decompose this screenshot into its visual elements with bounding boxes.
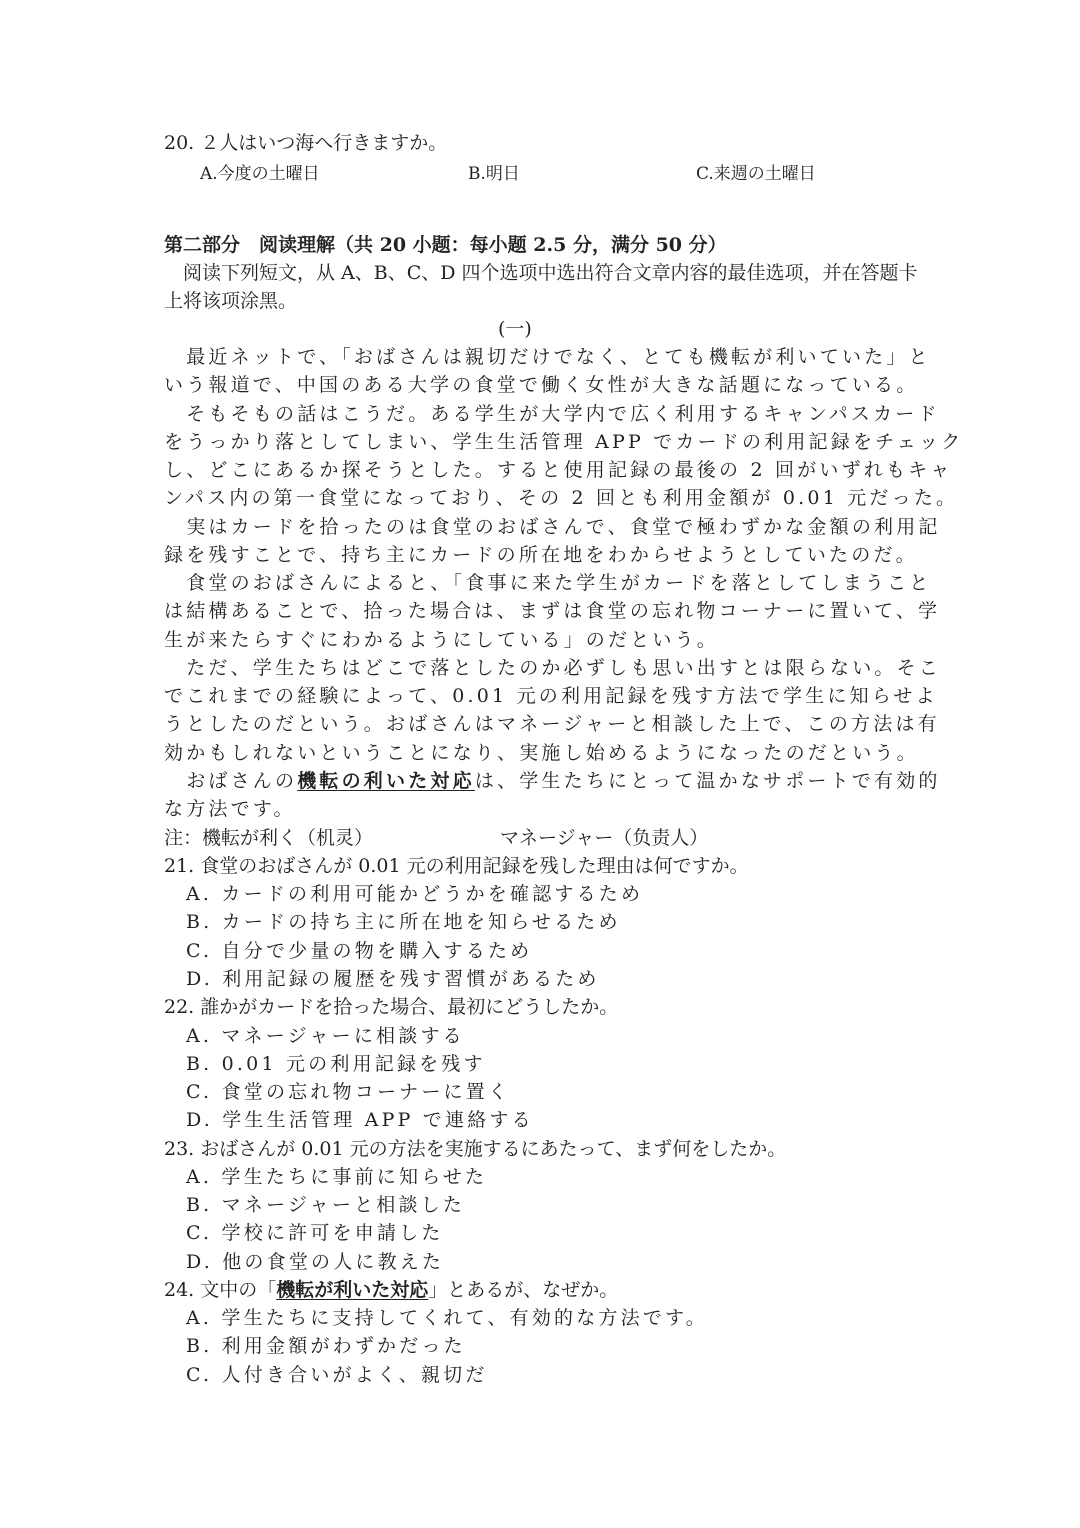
q22-stem: 22. 誰かがカードを拾った場合、最初にどうしたか。 <box>164 996 619 1018</box>
q24-stem-pre: 24. 文中の「 <box>164 1279 277 1301</box>
passage-line: をうっかり落としてしまい、学生生活管理 APP でカードの利用記録をチェック <box>164 431 964 453</box>
passage-line: ただ、学生たちはどこで落としたのか必ずしも思い出すとは限らない。そこ <box>164 657 942 679</box>
q21-option-b: B. カードの持ち主に所在地を知らせるため <box>186 911 621 933</box>
q22-option-c: C. 食堂の忘れ物コーナーに置く <box>186 1081 511 1103</box>
q23-option-a: A. 学生たちに事前に知らせた <box>186 1166 488 1188</box>
passage-line: ンパス内の第一食堂になっており、その 2 回とも利用金額が 0.01 元だった。 <box>164 487 959 509</box>
note-term2: マネージャー（负责人） <box>500 827 709 849</box>
passage-line: でこれまでの経験によって、0.01 元の利用記録を残す方法で学生に知らせよ <box>164 685 938 707</box>
passage-line: 実はカードを拾ったのは食堂のおばさんで、食堂で極わずかな金額の利用記 <box>164 516 941 538</box>
q21-stem: 21. 食堂のおばさんが 0.01 元の利用記録を残した理由は何ですか。 <box>164 855 749 877</box>
q21-option-d: D. 利用記録の履歴を残す習慣があるため <box>186 968 600 990</box>
section-instruction-line1: 阅读下列短文，从 A、B、C、D 四个选项中选出符合文章内容的最佳选项，并在答题卡 <box>164 262 918 284</box>
passage-last-paragraph <box>164 769 941 793</box>
q22-option-d: D. 学生生活管理 APP で連絡する <box>186 1109 534 1131</box>
q24-underlined-phrase: 機転が利いた対応 <box>276 1279 429 1301</box>
q20-option-b: B.明日 <box>468 164 520 184</box>
passage-number: (一) <box>498 318 532 340</box>
q22-option-b: B. 0.01 元の利用記録を残す <box>186 1053 486 1075</box>
passage-line: し、どこにあるか探そうとした。すると使用記録の最後の 2 回がいずれもキャ <box>164 459 953 481</box>
q20-option-c: C.来週の土曜日 <box>696 164 816 184</box>
q23-option-b: B. マネージャーと相談した <box>186 1194 466 1216</box>
passage-line: 最近ネットで、「おばさんは親切だけでなく、とても機転が利いていた」と <box>164 346 931 368</box>
note-label: 注：機転が利く（机灵） <box>164 827 374 849</box>
passage-line: は結構あることで、拾った場合は、まずは食堂の忘れ物コーナーに置いて、学 <box>164 600 941 622</box>
last-para-post: は、学生たちにとって温かなサポートで有効的 <box>474 770 941 792</box>
q21-option-c: C. 自分で少量の物を購入するため <box>186 940 533 962</box>
passage-line: 効かもしれないということになり、実施し始めるようになったのだという。 <box>164 742 919 764</box>
passage-line: 生が来たらすぐにわかるようにしている」のだという。 <box>164 629 720 651</box>
section-instruction-line2: 上将该项涂黑。 <box>164 290 298 312</box>
q24-option-b: B. 利用金額がわずかだった <box>186 1335 466 1357</box>
q24-stem <box>164 1278 618 1302</box>
q20-option-a: A.今度の土曜日 <box>200 164 320 184</box>
q24-option-a: A. 学生たちに支持してくれて、有効的な方法です。 <box>186 1307 708 1329</box>
q21-option-a: A. カードの利用可能かどうかを確認するため <box>186 883 644 905</box>
passage-line: いう報道で、中国のある大学の食堂で働く女性が大きな話題になっている。 <box>164 374 919 396</box>
passage-line: 録を残すことで、持ち主にカードの所在地をわからせようとしていたのだ。 <box>164 544 918 566</box>
q24-option-c: C. 人付き合いがよく、親切だ <box>186 1364 488 1386</box>
note-line <box>164 826 373 850</box>
q24-stem-post: 」とあるが、なぜか。 <box>428 1279 619 1301</box>
q23-option-c: C. 学校に許可を申請した <box>186 1222 444 1244</box>
passage-line: 食堂のおばさんによると、「食事に来た学生がカードを落としてしまうこと <box>164 572 932 594</box>
q23-stem: 23. おばさんが 0.01 元の方法を実施するにあたって、まず何をしたか。 <box>164 1138 787 1160</box>
last-para-pre: おばさんの <box>164 770 298 792</box>
q20-stem: 20. ２人はいつ海へ行きますか。 <box>164 132 448 154</box>
q22-option-a: A. マネージャーに相談する <box>186 1025 465 1047</box>
passage-last-line: な方法です。 <box>164 798 296 820</box>
passage-line: うとしたのだという。おばさんはマネージャーと相談した上で、この方法は有 <box>164 713 940 735</box>
q23-option-d: D. 他の食堂の人に教えた <box>186 1251 445 1273</box>
underlined-phrase: 機転の利いた対応 <box>297 770 475 792</box>
section-title: 第二部分 阅读理解（共 20 小题：每小题 2.5 分，满分 50 分） <box>164 234 727 256</box>
passage-line: そもそもの話はこうだ。ある学生が大学内で広く利用するキャンパスカード <box>164 403 940 425</box>
